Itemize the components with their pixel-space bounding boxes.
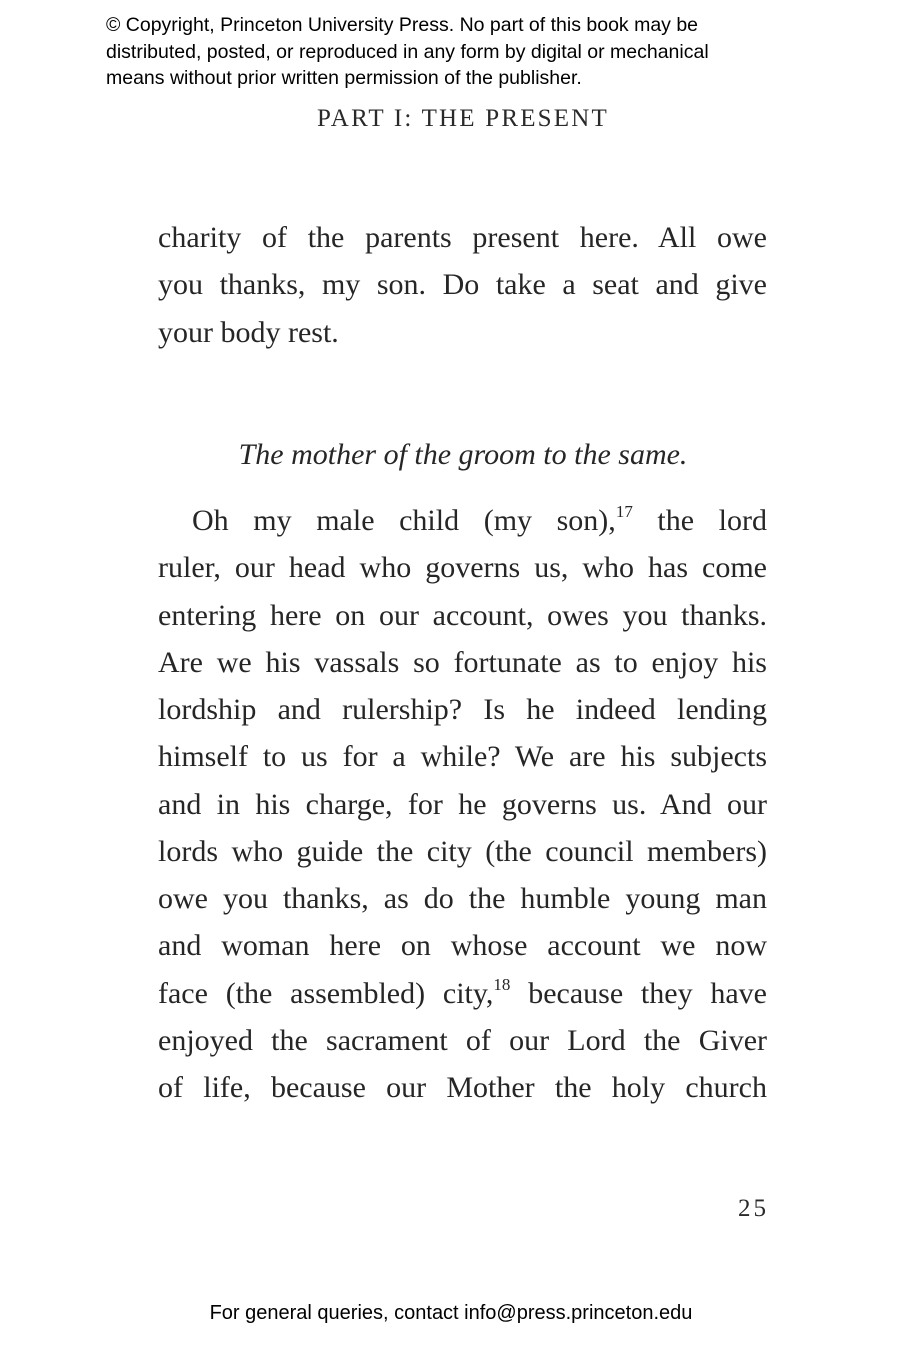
- footer-contact: For general queries, contact info@press.princeton.edu: [209, 1302, 693, 1324]
- text-line: Are we his vassals so fortunate as to enjoy his: [158, 645, 767, 679]
- page-number: 25: [738, 1195, 769, 1222]
- footnote-marker: 17: [615, 502, 633, 521]
- text-line: lords who guide the city (the council members): [158, 834, 767, 868]
- text-line: himself to us for a while? We are his subjects: [158, 740, 767, 774]
- text-line: owe you thanks, as do the humble young man: [158, 882, 767, 915]
- copyright-line: means without prior written permission of the publisher.: [106, 67, 582, 89]
- text-fragment: because they have: [510, 976, 767, 1010]
- paragraph-2: [158, 497, 767, 1111]
- text-line: [158, 497, 767, 544]
- section-heading: The mother of the groom to the same.: [238, 438, 688, 471]
- text-line: lordship and rulership? Is he indeed lending: [158, 693, 767, 726]
- text-fragment: Oh my male child (my son),: [192, 504, 616, 537]
- text-fragment: the lord: [632, 504, 767, 537]
- text-line: charity of the parents present here. All owe: [158, 221, 767, 254]
- text-fragment: face (the assembled) city,: [158, 976, 494, 1010]
- text-line: ruler, our head who governs us, who has come: [158, 551, 767, 585]
- paragraph-1: [158, 214, 767, 356]
- text-line: and woman here on whose account we now: [158, 929, 767, 963]
- copyright-line: distributed, posted, or reproduced in any form by digital or mechanical: [106, 40, 709, 63]
- text-line: your body rest.: [158, 315, 339, 349]
- footnote-marker: 18: [493, 974, 511, 994]
- text-line: entering here on our account, owes you thanks.: [158, 598, 767, 632]
- copyright-notice: [106, 12, 806, 92]
- text-line: and in his charge, for he governs us. And our: [158, 787, 767, 821]
- running-head: PART I: THE PRESENT: [317, 105, 609, 132]
- text-line: of life, because our Mother the holy church: [158, 1071, 767, 1104]
- text-line: you thanks, my son. Do take a seat and give: [158, 268, 767, 302]
- copyright-line: © Copyright, Princeton University Press. No part of this book may be: [106, 14, 699, 36]
- text-line: enjoyed the sacrament of our Lord the Giver: [158, 1023, 767, 1057]
- text-line: [158, 970, 767, 1017]
